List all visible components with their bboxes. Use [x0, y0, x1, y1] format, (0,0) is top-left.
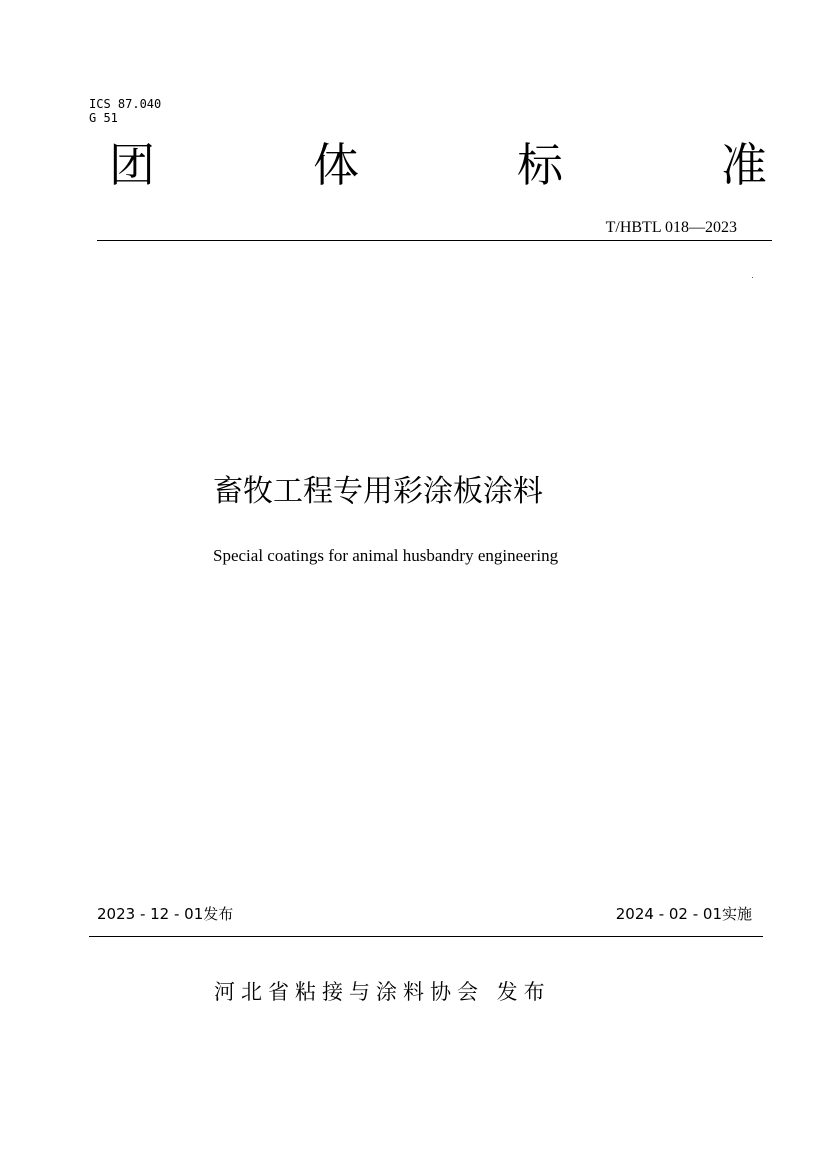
document-title-chinese: 畜牧工程专用彩涂板涂料	[213, 474, 543, 509]
standard-type-char-2: 体	[313, 138, 359, 192]
footer-divider	[89, 936, 763, 937]
publisher: 河北省粘接与涂料协会 发布	[214, 980, 551, 1004]
document-title-english: Special coatings for animal husbandry engineering	[213, 546, 559, 565]
ics-code: ICS 87.040	[89, 97, 162, 111]
header-divider	[97, 240, 772, 241]
implementation-date: 2024 - 02 - 01实施	[615, 905, 752, 923]
stray-dot-mark	[752, 277, 753, 278]
standard-type-char-1: 团	[109, 138, 155, 192]
standard-number: T/HBTL 018—2023	[605, 219, 737, 236]
standard-type-char-3: 标	[517, 138, 563, 192]
ccs-code: G 51	[89, 111, 118, 125]
publish-date: 2023 - 12 - 01发布	[97, 905, 234, 923]
standard-type-char-4: 准	[721, 138, 767, 192]
